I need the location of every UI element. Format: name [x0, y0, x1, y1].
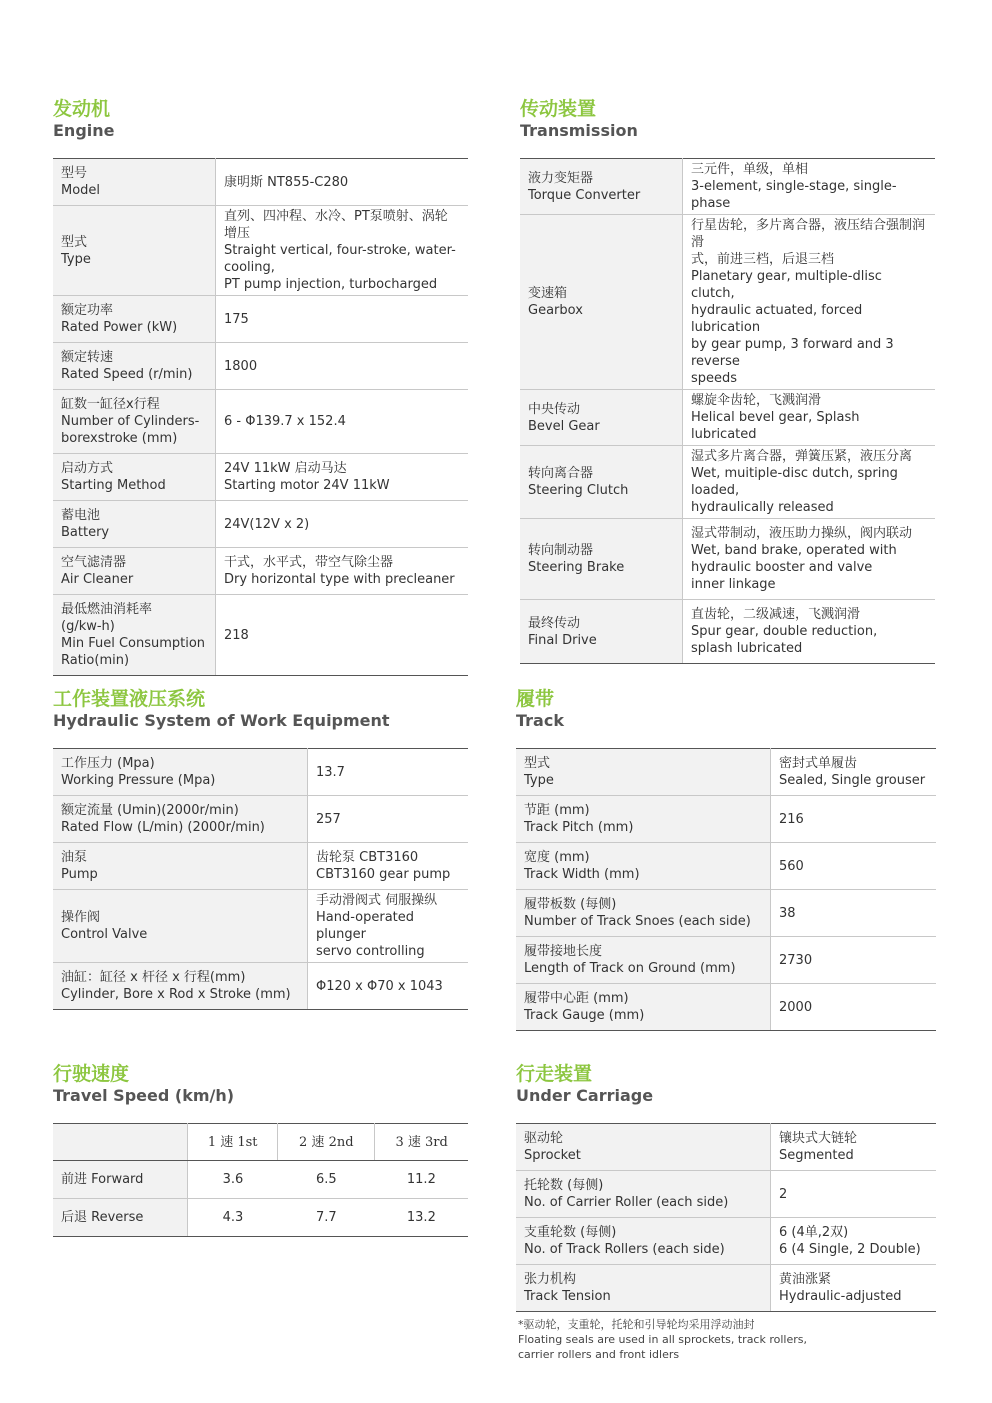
spec-value-line: 24V 11kW 启动马达 — [224, 461, 347, 476]
spec-value-line: splash lubricated — [691, 641, 803, 656]
spec-row — [53, 454, 468, 501]
spec-row — [520, 600, 935, 664]
spec-row — [53, 206, 468, 296]
spec-value-line: hydraulically released — [691, 500, 834, 515]
spec-row — [516, 1265, 936, 1312]
spec-label — [53, 749, 308, 796]
spec-value-line: 175 — [224, 311, 249, 327]
spec-value — [216, 548, 469, 595]
spec-row — [53, 501, 468, 548]
transmission-section — [520, 98, 935, 664]
spec-label-line: Cylinder, Bore x Rod x Stroke (mm) — [61, 987, 291, 1002]
spec-value-line: Wet, band brake, operated with — [691, 543, 897, 558]
spec-label-line: 节距 (mm) — [524, 803, 590, 818]
speed-header-row — [53, 1124, 468, 1161]
spec-value-line: 6 (4 Single, 2 Double) — [779, 1242, 921, 1257]
spec-value — [216, 206, 469, 296]
spec-row — [53, 296, 468, 343]
spec-row — [520, 519, 935, 600]
speed-table — [53, 1123, 468, 1237]
spec-row — [520, 390, 935, 446]
spec-label — [520, 215, 683, 390]
spec-label-line: 额定流量 (Umin)(2000r/min) — [61, 803, 239, 818]
spec-label — [520, 390, 683, 446]
speed-header-3: 3 速 3rd — [375, 1124, 468, 1161]
spec-row — [516, 796, 936, 843]
spec-value-line: 216 — [779, 811, 804, 827]
spec-label-line: Battery — [61, 525, 110, 540]
spec-value — [216, 390, 469, 454]
speed-row-label: 前进 Forward — [53, 1161, 188, 1199]
spec-label-line: Length of Track on Ground (mm) — [524, 961, 736, 976]
spec-row — [516, 1171, 936, 1218]
spec-label-line: No. of Track Rollers (each side) — [524, 1242, 725, 1257]
track-title-en: Track — [516, 711, 564, 730]
spec-label — [53, 595, 216, 676]
speed-row-forward — [53, 1161, 468, 1199]
spec-label — [53, 206, 216, 296]
spec-row — [516, 1124, 936, 1171]
spec-value-line: Helical bevel gear, Splash lubricated — [691, 410, 860, 442]
speed-title-en: Travel Speed (km/h) — [53, 1086, 235, 1105]
spec-label — [53, 159, 216, 206]
spec-value-line: 1800 — [224, 358, 258, 374]
spec-value-line: Dry horizontal type with precleaner — [224, 572, 455, 587]
hydraulic-section — [53, 688, 468, 1010]
spec-label — [53, 454, 216, 501]
transmission-title-en: Transmission — [520, 121, 638, 140]
spec-label-line: Rated Speed (r/min) — [61, 367, 193, 382]
spec-value-line: Φ120 x Φ70 x 1043 — [316, 978, 443, 994]
spec-label-line: 液力变矩器 — [528, 170, 594, 186]
spec-label — [520, 446, 683, 519]
spec-value — [308, 963, 469, 1010]
spec-value-line: Hand-operated plunger — [316, 910, 415, 942]
spec-label-line: 支重轮数 (每侧) — [524, 1225, 617, 1240]
spec-value-line: 560 — [779, 858, 804, 874]
engine-section — [53, 98, 468, 676]
spec-value — [771, 1265, 937, 1312]
spec-value — [683, 446, 936, 519]
spec-label-line: 转向制动器 — [528, 543, 594, 558]
spec-label-line: Number of Track Snoes (each side) — [524, 914, 751, 929]
spec-label — [53, 501, 216, 548]
spec-label-line: borexstroke (mm) — [61, 431, 178, 446]
spec-row — [520, 159, 935, 215]
spec-label — [516, 1124, 771, 1171]
speed-value: 6.5 — [278, 1161, 375, 1199]
spec-row — [520, 215, 935, 390]
spec-label-line: Ratio(min) — [61, 653, 130, 668]
spec-row — [516, 984, 936, 1031]
speed-section — [53, 1063, 468, 1237]
engine-table — [53, 158, 468, 676]
spec-value-line: Segmented — [779, 1148, 854, 1163]
spec-label-line: 油泵 — [61, 850, 88, 865]
spec-value — [308, 749, 469, 796]
spec-label-line: Rated Flow (L/min) (2000r/min) — [61, 820, 265, 835]
spec-value-line: 康明斯 NT855-C280 — [224, 174, 349, 190]
spec-label-line: Model — [61, 183, 101, 198]
spec-value-line: 镶块式大链轮 — [779, 1131, 858, 1146]
spec-value — [771, 1124, 937, 1171]
speed-value: 13.2 — [375, 1199, 468, 1237]
spec-label-line: 操作阀 — [61, 910, 101, 925]
engine-title-en: Engine — [53, 121, 115, 140]
spec-label-line: Track Pitch (mm) — [524, 820, 634, 835]
spec-value-line: 38 — [779, 905, 796, 921]
spec-label-line: Track Gauge (mm) — [524, 1008, 645, 1023]
spec-row — [53, 843, 468, 890]
spec-value-line: 三元件，单级，单相 — [691, 162, 809, 177]
spec-value — [683, 519, 936, 600]
spec-label-line: 张力机构 — [524, 1272, 577, 1287]
spec-value — [216, 595, 469, 676]
spec-value-line: 黄油涨紧 — [779, 1272, 832, 1287]
spec-label-line: 转向离合器 — [528, 466, 594, 481]
spec-label — [53, 843, 308, 890]
spec-value — [216, 159, 469, 206]
spec-value-line: by gear pump, 3 forward and 3 reverse — [691, 337, 894, 369]
speed-value: 3.6 — [188, 1161, 278, 1199]
speed-value: 4.3 — [188, 1199, 278, 1237]
spec-label-line: 空气滤清器 — [61, 555, 127, 570]
spec-label-line: Type — [524, 773, 554, 788]
spec-row — [53, 548, 468, 595]
spec-row — [53, 343, 468, 390]
spec-value-line: inner linkage — [691, 577, 776, 592]
spec-value-line: 2000 — [779, 999, 813, 1015]
spec-row — [520, 446, 935, 519]
spec-value — [308, 890, 469, 963]
spec-label-line: Steering Brake — [528, 560, 625, 575]
spec-label-line: Sprocket — [524, 1148, 581, 1163]
spec-label-line: 油缸：缸径 x 杆径 x 行程(mm) — [61, 970, 246, 985]
spec-value — [216, 501, 469, 548]
undercarriage-note — [518, 1317, 938, 1362]
spec-value-line: Wet, muitiple-disc dutch, spring loaded, — [691, 466, 898, 498]
spec-label-line: Number of Cylinders- — [61, 414, 200, 429]
spec-label-line: 工作压力 (Mpa) — [61, 756, 155, 771]
speed-header-2: 2 速 2nd — [278, 1124, 375, 1161]
spec-row — [516, 749, 936, 796]
spec-label — [516, 890, 771, 937]
spec-label-line: Track Tension — [524, 1289, 611, 1304]
spec-label-line: 履带接地长度 — [524, 944, 603, 959]
spec-value-line: CBT3160 gear pump — [316, 867, 451, 882]
spec-value — [771, 937, 937, 984]
spec-value-line: 6 - Φ139.7 x 152.4 — [224, 414, 346, 429]
spec-label-line: 最终传动 — [528, 615, 581, 631]
spec-label-line: 额定转速 — [61, 350, 114, 365]
speed-value: 7.7 — [278, 1199, 375, 1237]
spec-value-line: 3-element, single-stage, single-phase — [691, 179, 897, 211]
track-title-cn: 履带 — [516, 688, 555, 710]
spec-value-line: 直列、四冲程、水冷、PT泵喷射、涡轮增压 — [224, 209, 448, 241]
speed-header-blank — [53, 1124, 188, 1161]
spec-value — [683, 215, 936, 390]
spec-label — [516, 1171, 771, 1218]
spec-row — [53, 595, 468, 676]
spec-value-line: 2 — [779, 1186, 788, 1202]
spec-value — [683, 600, 936, 664]
spec-row — [516, 843, 936, 890]
spec-label — [53, 390, 216, 454]
spec-label-line: Track Width (mm) — [524, 867, 640, 882]
spec-value-line: Sealed, Single grouser — [779, 773, 926, 788]
spec-label — [516, 937, 771, 984]
spec-label-line: Working Pressure (Mpa) — [61, 773, 216, 788]
spec-value-line: 24V(12V x 2) — [224, 516, 310, 532]
spec-value-line: Straight vertical, four-stroke, water-cooling, — [224, 243, 456, 275]
spec-value-line: 螺旋伞齿轮，飞溅润滑 — [691, 393, 822, 408]
spec-value-line: 干式，水平式，带空气除尘器 — [224, 555, 394, 570]
speed-value: 11.2 — [375, 1161, 468, 1199]
spec-label-line: Control Valve — [61, 927, 148, 942]
spec-label-line: Steering Clutch — [528, 483, 629, 498]
spec-value — [771, 1218, 937, 1265]
spec-value-line: 行星齿轮，多片离合器，液压结合强制润滑 — [691, 218, 926, 250]
spec-value-line: 式，前进三档，后退三档 — [691, 252, 835, 267]
speed-row-reverse — [53, 1199, 468, 1237]
note-line: carrier rollers and front idlers — [518, 1348, 680, 1361]
spec-value-line: servo controlling — [316, 944, 425, 959]
spec-value — [216, 296, 469, 343]
spec-row — [516, 1218, 936, 1265]
spec-label — [516, 1218, 771, 1265]
spec-label-line: Bevel Gear — [528, 418, 600, 434]
spec-label-line: No. of Carrier Roller (each side) — [524, 1195, 729, 1210]
transmission-title-cn: 传动装置 — [520, 98, 597, 120]
spec-value — [216, 343, 469, 390]
spec-value-line: 218 — [224, 627, 249, 643]
hydraulic-title-en: Hydraulic System of Work Equipment — [53, 711, 390, 730]
spec-value — [771, 843, 937, 890]
spec-value-line: 齿轮泵 CBT3160 — [316, 850, 419, 865]
spec-value-line: Planetary gear, multiple-dlisc clutch, — [691, 269, 882, 301]
spec-value — [683, 159, 936, 215]
speed-title-cn: 行驶速度 — [53, 1063, 130, 1085]
spec-value-line: 2730 — [779, 952, 813, 968]
spec-row — [516, 890, 936, 937]
spec-value-line: 密封式单履齿 — [779, 756, 858, 771]
transmission-table — [520, 158, 935, 664]
spec-value-line: hydraulic booster and valve — [691, 560, 873, 575]
note-line: *驱动轮，支重轮，托轮和引导轮均采用浮动油封 — [518, 1318, 755, 1331]
spec-label-line: Air Cleaner — [61, 572, 134, 587]
hydraulic-table — [53, 748, 468, 1010]
spec-label — [516, 984, 771, 1031]
spec-row — [53, 159, 468, 206]
undercarriage-section — [516, 1063, 936, 1312]
spec-value — [771, 984, 937, 1031]
spec-label-line: 最低燃油消耗率 — [61, 602, 153, 617]
spec-value — [771, 796, 937, 843]
engine-title-cn: 发动机 — [53, 98, 111, 120]
spec-label-line: 型式 — [61, 234, 88, 250]
spec-value-line: 257 — [316, 811, 341, 827]
spec-label — [520, 519, 683, 600]
spec-label-line: 变速箱 — [528, 286, 568, 301]
spec-label-line: Gearbox — [528, 303, 583, 318]
spec-value — [771, 1171, 937, 1218]
spec-label-line: (g/kw-h) — [61, 619, 115, 634]
spec-value — [683, 390, 936, 446]
spec-row — [53, 796, 468, 843]
spec-label — [516, 1265, 771, 1312]
track-section — [516, 688, 936, 1031]
spec-value — [771, 890, 937, 937]
spec-value — [308, 843, 469, 890]
spec-label — [53, 796, 308, 843]
spec-label-line: 中央传动 — [528, 401, 581, 417]
spec-label-line: Starting Method — [61, 478, 166, 493]
spec-value-line: Hydraulic-adjusted — [779, 1289, 902, 1304]
spec-label-line: 蓄电池 — [61, 508, 101, 523]
spec-label-line: Min Fuel Consumption — [61, 636, 206, 651]
spec-value-line: Spur gear, double reduction, — [691, 624, 878, 639]
spec-row — [516, 937, 936, 984]
spec-row — [53, 390, 468, 454]
spec-label — [520, 159, 683, 215]
spec-value-line: 湿式带制动，液压助力操纵，阀内联动 — [691, 526, 913, 541]
spec-value — [308, 796, 469, 843]
spec-label-line: 型号 — [61, 166, 88, 181]
note-line: Floating seals are used in all sprockets, track rollers, — [518, 1333, 807, 1346]
spec-value-line: 6 (4单,2双) — [779, 1225, 849, 1240]
spec-label — [516, 796, 771, 843]
spec-label — [516, 749, 771, 796]
spec-label-line: Torque Converter — [528, 187, 641, 203]
speed-row-label: 后退 Reverse — [53, 1199, 188, 1237]
spec-label-line: 额定功率 — [61, 303, 114, 318]
spec-label-line: 型式 — [524, 756, 551, 771]
spec-label-line: Final Drive — [528, 632, 597, 648]
spec-label-line: 宽度 (mm) — [524, 850, 590, 865]
spec-row — [53, 749, 468, 796]
spec-label — [53, 296, 216, 343]
spec-value-line: 13.7 — [316, 764, 345, 780]
spec-label — [53, 548, 216, 595]
spec-value-line: 手动滑阀式 伺服操纵 — [316, 893, 438, 908]
hydraulic-title-cn: 工作装置液压系统 — [53, 688, 206, 710]
spec-label-line: 履带中心距 (mm) — [524, 991, 629, 1006]
spec-label-line: Pump — [61, 867, 98, 882]
track-table — [516, 748, 936, 1031]
undercarriage-title-cn: 行走装置 — [516, 1063, 593, 1085]
spec-value — [216, 454, 469, 501]
spec-label-line: 驱动轮 — [524, 1131, 564, 1146]
spec-value — [771, 749, 937, 796]
spec-value-line: 直齿轮，二级减速，飞溅润滑 — [691, 607, 861, 622]
spec-row — [53, 963, 468, 1010]
spec-label — [520, 600, 683, 664]
spec-label — [516, 843, 771, 890]
spec-label-line: 托轮数 (每侧) — [524, 1178, 604, 1193]
spec-label — [53, 963, 308, 1010]
spec-value-line: speeds — [691, 371, 738, 386]
undercarriage-table — [516, 1123, 936, 1312]
undercarriage-title-en: Under Carriage — [516, 1086, 654, 1105]
spec-value-line: 湿式多片离合器，弹簧压紧，液压分离 — [691, 449, 913, 464]
spec-label-line: 履带板数 (每侧) — [524, 897, 617, 912]
spec-label — [53, 343, 216, 390]
spec-label — [53, 890, 308, 963]
spec-label-line: Rated Power (kW) — [61, 320, 178, 335]
spec-value-line: hydraulic actuated, forced lubrication — [691, 303, 863, 335]
spec-value-line: Starting motor 24V 11kW — [224, 478, 390, 493]
spec-label-line: Type — [61, 251, 91, 267]
spec-value-line: PT pump injection, turbocharged — [224, 277, 438, 292]
spec-label-line: 启动方式 — [61, 461, 114, 476]
speed-header-1: 1 速 1st — [188, 1124, 278, 1161]
spec-row — [53, 890, 468, 963]
spec-label-line: 缸数一缸径x行程 — [61, 397, 160, 412]
